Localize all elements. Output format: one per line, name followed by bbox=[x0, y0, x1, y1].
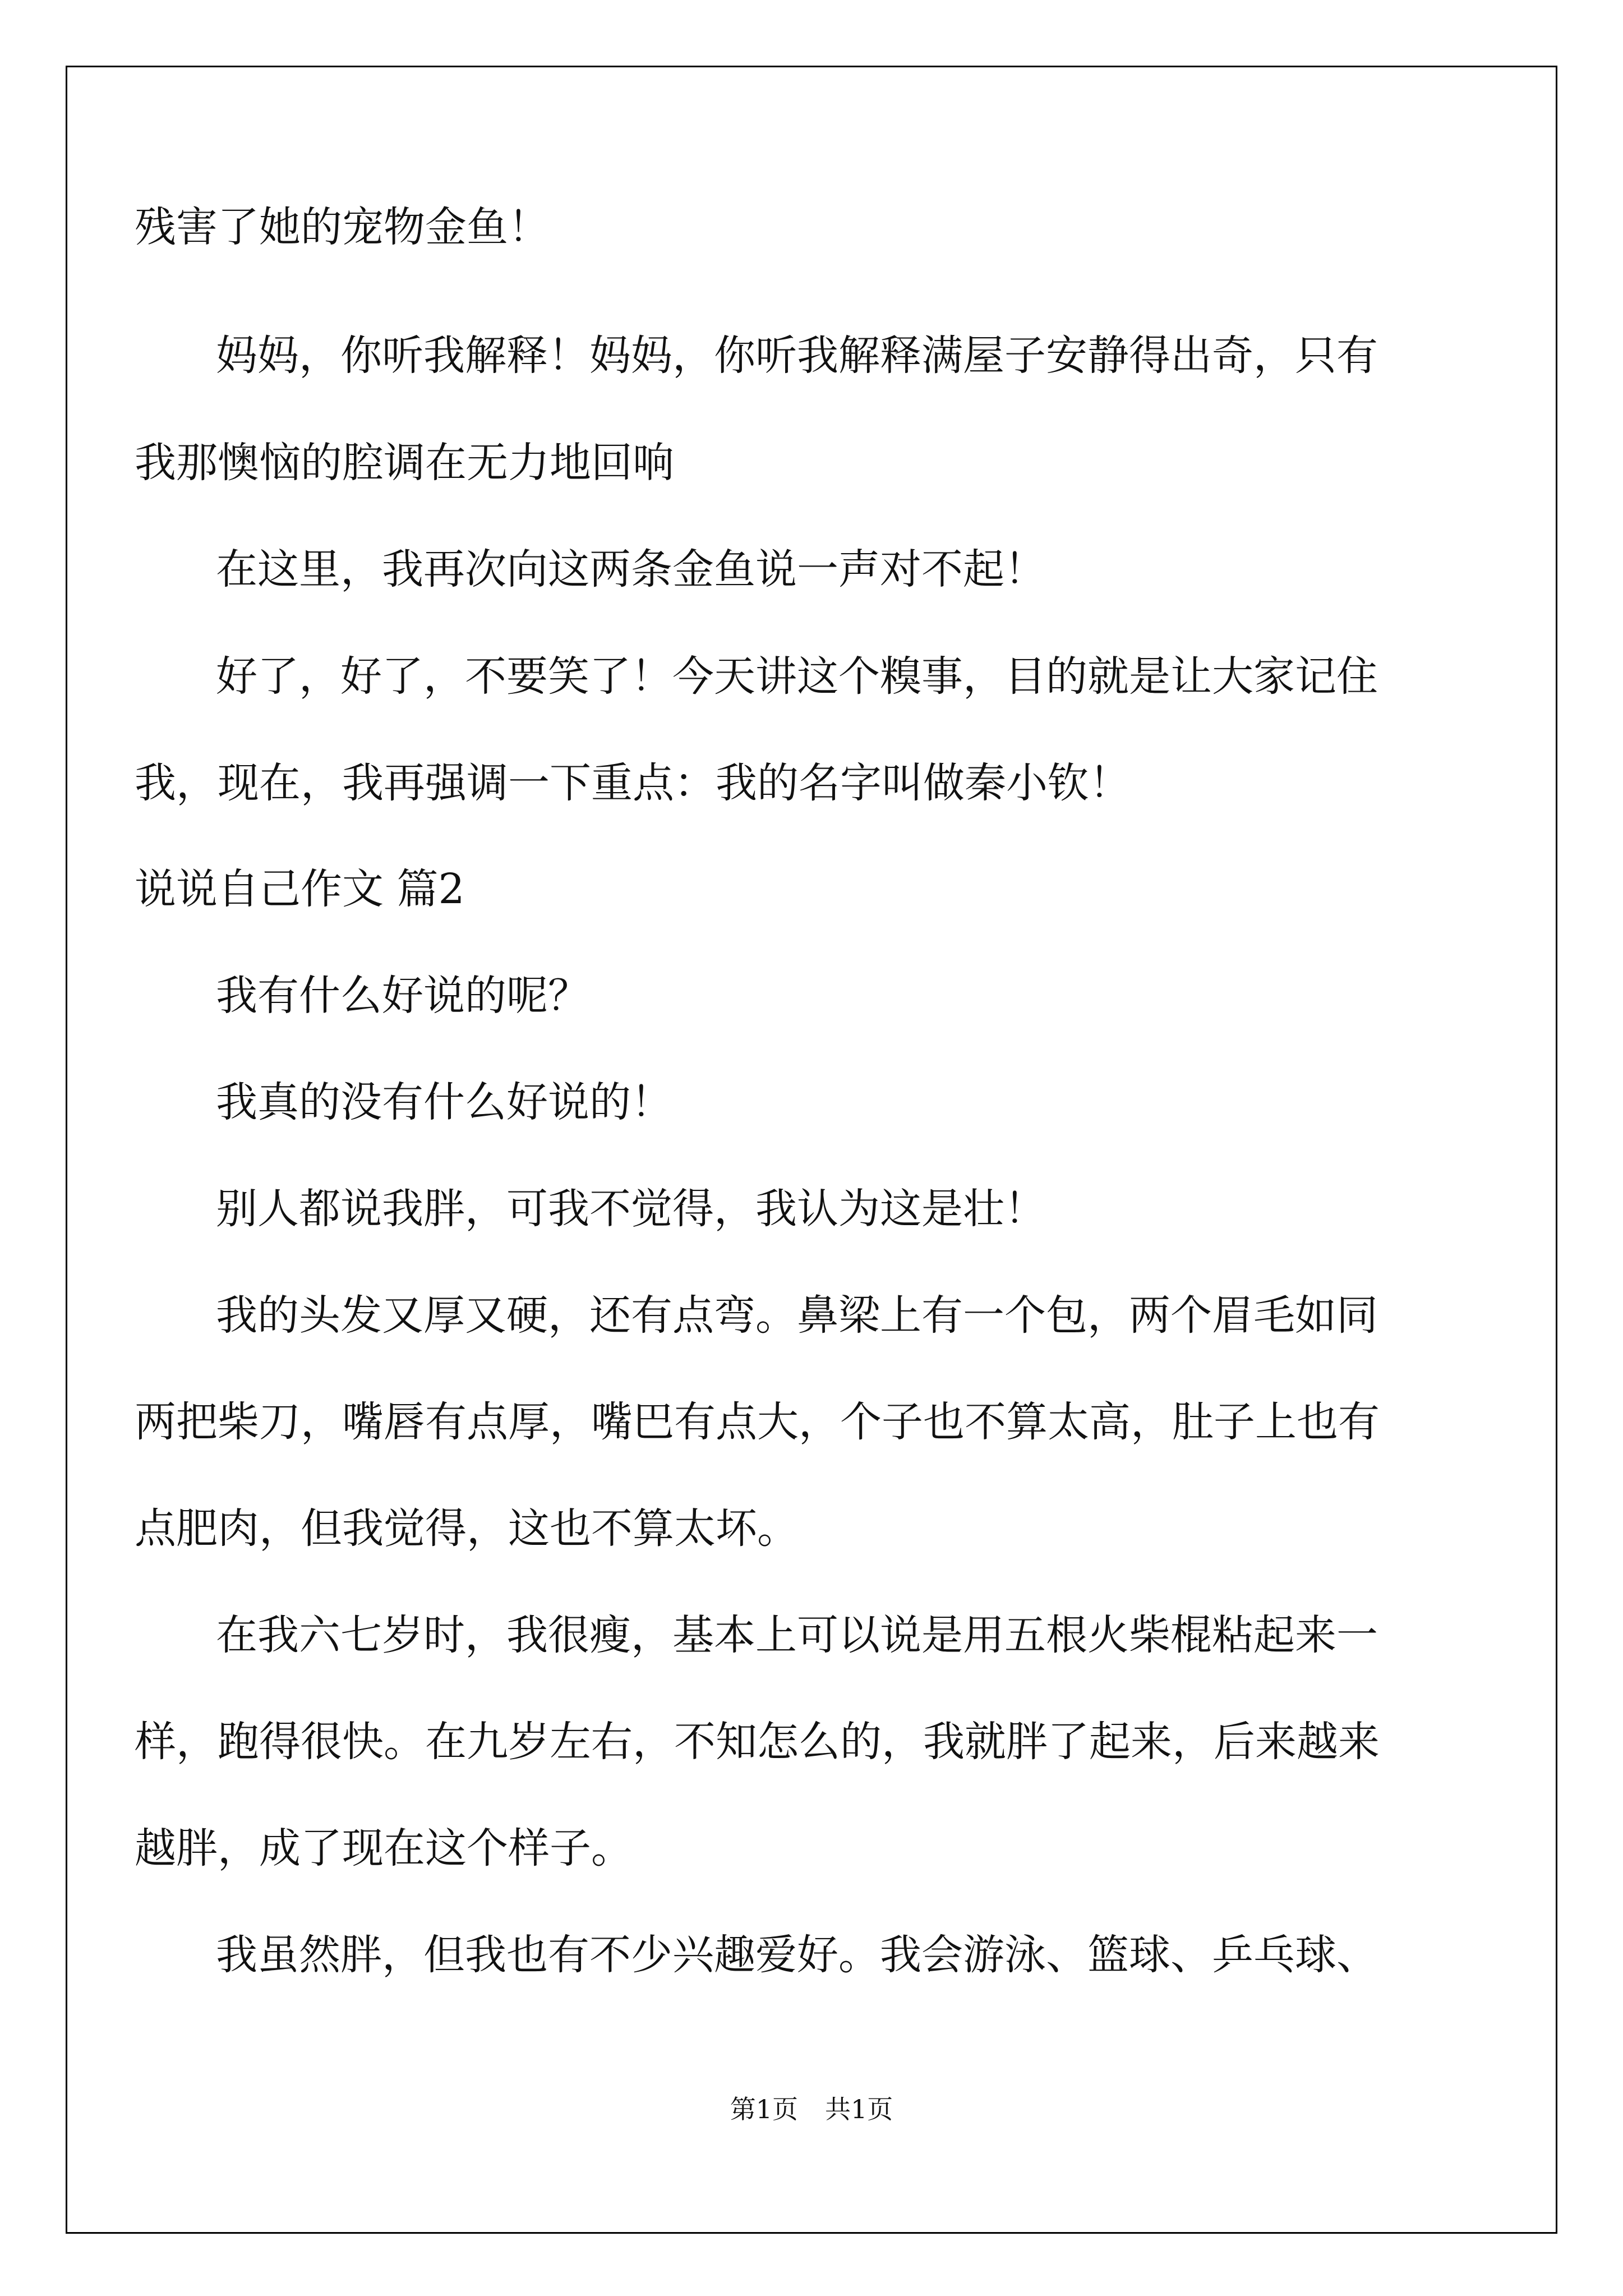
page-border bbox=[66, 66, 1557, 2234]
text-line: 两把柴刀，嘴唇有点厚，嘴巴有点大，个子也不算太高，肚子上也有 bbox=[135, 1398, 1380, 1446]
text-line: 在我六七岁时，我很瘦，基本上可以说是用五根火柴棍粘起来一 bbox=[216, 1611, 1378, 1659]
text-line: 我那懊恼的腔调在无力地回响 bbox=[135, 439, 674, 487]
page-total: 共1页 bbox=[825, 2094, 893, 2124]
text-line: 我有什么好说的呢？ bbox=[216, 972, 589, 1020]
text-line: 残害了她的宠物金鱼！ bbox=[135, 203, 550, 251]
section-heading: 说说自己作文 篇2 bbox=[135, 865, 465, 913]
text-line: 样，跑得很快。在九岁左右，不知怎么的，我就胖了起来，后来越来 bbox=[135, 1718, 1380, 1766]
text-line: 别人都说我胖，可我不觉得，我认为这是壮！ bbox=[216, 1185, 1046, 1233]
text-line: 我真的没有什么好说的！ bbox=[216, 1078, 672, 1126]
text-line: 在这里，我再次向这两条金鱼说一声对不起！ bbox=[216, 545, 1046, 593]
text-line: 点肥肉，但我觉得，这也不算太坏。 bbox=[135, 1504, 799, 1553]
text-line: 好了，好了，不要笑了！今天讲这个糗事，目的就是让大家记住 bbox=[216, 652, 1378, 701]
text-line: 越胖，成了现在这个样子。 bbox=[135, 1824, 633, 1872]
text-line: 我的头发又厚又硬，还有点弯。鼻梁上有一个包，两个眉毛如同 bbox=[216, 1291, 1378, 1340]
text-line: 我虽然胖，但我也有不少兴趣爱好。我会游泳、篮球、乒乓球、 bbox=[216, 1931, 1378, 1979]
page-number: 第1页 bbox=[730, 2094, 798, 2124]
text-line: 妈妈，你听我解释！妈妈，你听我解释满屋子安静得出奇，只有 bbox=[216, 332, 1378, 380]
page-footer bbox=[0, 2092, 1623, 2126]
text-line: 我，现在，我再强调一下重点：我的名字叫做秦小钦！ bbox=[135, 759, 1131, 807]
